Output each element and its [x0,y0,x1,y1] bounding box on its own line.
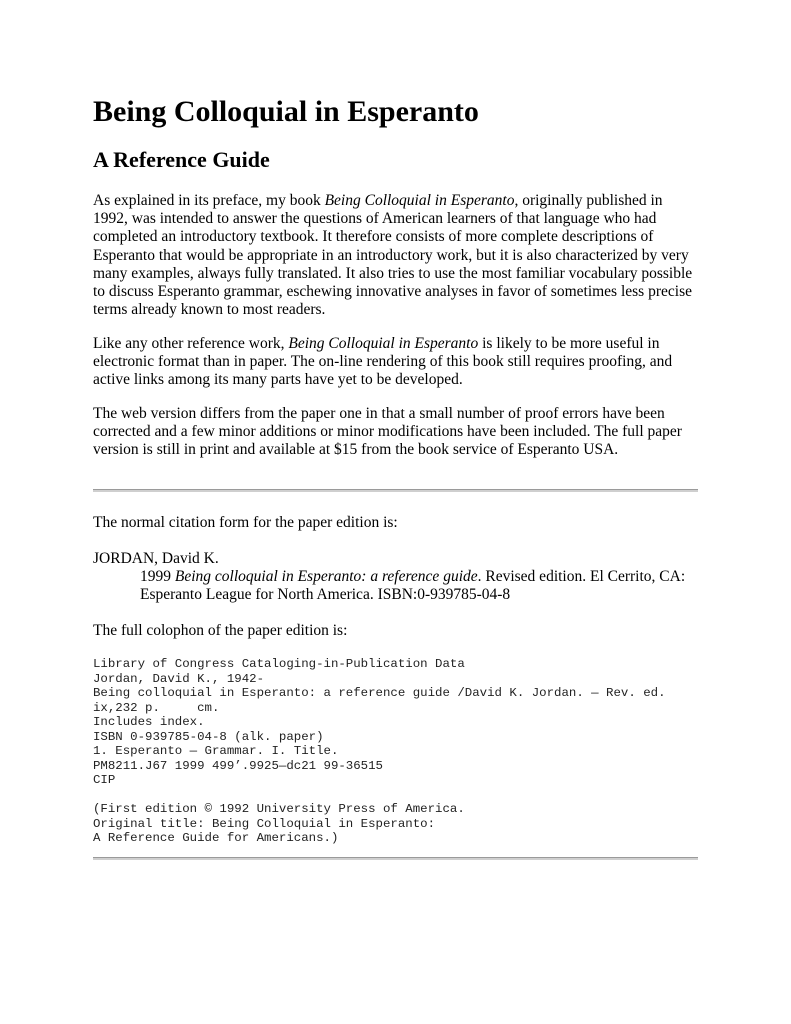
book-title-italic: Being Colloquial in Esperanto [324,192,515,209]
colophon-line: PM8211.J67 1999 499’.9925—dc21 99-36515 [93,758,383,773]
p2-text-start: Like any other reference work, [93,335,289,352]
citation-year: 1999 [140,568,175,585]
p1-text-start: As explained in its preface, my book [93,192,325,209]
colophon-line: Original title: Being Colloquial in Esperanto: [93,816,436,831]
colophon-line: CIP [93,773,116,787]
colophon-line: ISBN 0-939785-04-8 (alk. paper) [93,729,324,744]
citation-title: Being colloquial in Esperanto: a reference guide [174,568,478,585]
page-title: Being Colloquial in Esperanto [93,95,479,128]
citation-details: . Revised edition. El Cerrito, CA: Esperanto League for North America. ISBN:0-939785-04-8 [140,568,686,604]
p2-text-end: is likely to be more useful in electronic format than in paper. The on-line rendering of this book still requires proofing, and active links among its many parts have yet to be developed. [93,335,673,389]
colophon-block [93,657,666,846]
horizontal-rule [93,489,698,492]
citation-reference [140,568,700,604]
colophon-line: A Reference Guide for Americans.) [93,831,339,845]
colophon-line: (First edition © 1992 University Press of America. [93,802,465,816]
colophon-line: Library of Congress Cataloging-in-Publication Data [93,657,465,671]
colophon-line: ix,232 p. cm. [93,700,220,715]
citation-author: JORDAN, David K. [93,550,219,567]
book-title-italic: Being Colloquial in Esperanto [288,335,479,352]
colophon-intro: The full colophon of the paper edition is: [93,622,348,639]
colophon-line: Includes index. [93,715,205,729]
page-subtitle: A Reference Guide [93,147,270,172]
web-version-paragraph: The web version differs from the paper one in that a small number of proof errors have been corrected and a few minor additions or minor modifications have been included. The full paper version is still in print and available at $15 from the book service of Esperanto USA. [93,405,682,459]
colophon-line: Being colloquial in Esperanto: a reference guide /David K. Jordan. — Rev. ed. [93,686,666,700]
colophon-line: 1. Esperanto — Grammar. I. Title. [93,744,339,758]
colophon-line [93,788,666,803]
horizontal-rule [93,857,698,860]
intro-paragraph [93,192,699,319]
colophon-line: Jordan, David K., 1942- [93,671,265,686]
reference-paragraph [93,335,699,390]
p1-text-end: , originally published in 1992, was intended to answer the questions of American learners of that language who had completed an introductory textbook. It therefore consists of more complete descriptions of Esperanto that would be appropriate in an introductory work, but it is also characterized by very many examples, always fully translated. It also tries to use the most familiar vocabulary possible to discuss Esperanto grammar, eschewing innovative analyses in favor of sometimes less precise terms already known to most readers. [93,192,693,319]
citation-intro: The normal citation form for the paper edition is: [93,514,398,531]
